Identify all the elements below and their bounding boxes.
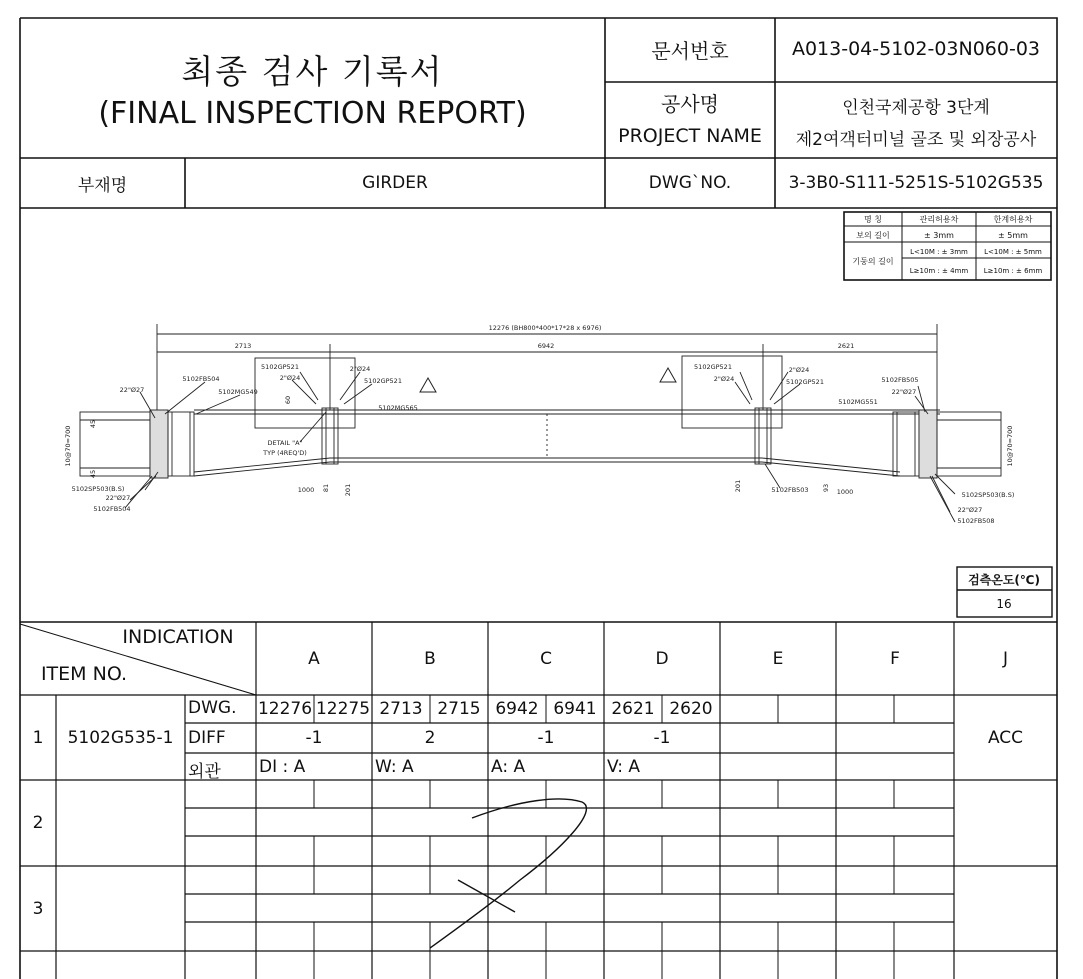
col-header-d: D	[655, 648, 669, 669]
doc-no-value: A013-04-5102-03N060-03	[791, 38, 1041, 60]
detail-sub: TYP (4REQ'D)	[263, 449, 307, 457]
side-dim-right: 10@70=700	[1006, 425, 1014, 467]
dwg-cell-d1: 2621	[611, 699, 655, 719]
small-dim-4: 93	[822, 483, 830, 493]
tag-left-10: 5102FB504	[93, 505, 131, 513]
indication-header: INDICATION	[122, 626, 234, 648]
tol-r2a-a: L<10M : ± 3mm	[910, 248, 968, 256]
tag-right-10: 5102FB508	[957, 517, 995, 525]
small-dim-2: 201	[344, 483, 352, 497]
appearance-cell-c: A: A	[491, 757, 526, 777]
dim-left: 2713	[234, 342, 252, 350]
col-header-e: E	[772, 648, 784, 669]
dwg-cell-b2: 2715	[437, 699, 481, 719]
tol-r2b-b: L≥10m : ± 6mm	[983, 267, 1043, 275]
project-value-line2: 제2여객터미널 골조 및 외장공사	[795, 129, 1037, 150]
tol-r2-label: 기둥의 길이	[852, 257, 894, 266]
dwg-label: DWG`NO.	[648, 173, 732, 193]
title-korean: 최종 검사 기록서	[181, 51, 444, 91]
side-dim-60: 60	[284, 395, 292, 405]
row3-number: 3	[32, 898, 44, 919]
col-header-f: F	[890, 648, 900, 669]
side-dim-left: 10@70=700	[64, 425, 72, 467]
col-header-j: J	[1002, 648, 1008, 669]
tol-r1-label: 보의 길이	[856, 231, 890, 240]
project-label-en: PROJECT NAME	[618, 125, 762, 147]
tag-right-4: 5102FB505	[881, 376, 919, 384]
row1-diff-label: DIFF	[188, 728, 226, 748]
side-dim-45a: 45	[89, 419, 97, 429]
dwg-cell-b1: 2713	[379, 699, 423, 719]
appearance-cell-d: V: A	[607, 757, 641, 777]
revision-marks	[420, 368, 676, 392]
project-label-ko: 공사명	[661, 91, 719, 116]
tag-right-6: 5102MG551	[838, 398, 878, 406]
tol-r2b-a: L≥10m : ± 4mm	[909, 267, 969, 275]
detail-label: DETAIL "A"	[267, 439, 303, 447]
tag-right-2: 2"Ø24	[788, 366, 810, 374]
item-no-header: ITEM NO.	[40, 663, 128, 685]
member-value: GIRDER	[362, 173, 428, 193]
doc-no-label: 문서번호	[651, 38, 729, 63]
tag-left-9: 22"Ø27	[105, 494, 131, 502]
tag-left-3: 5102GP521	[261, 363, 299, 371]
dim-mid: 6942	[537, 342, 555, 350]
small-dim-5: 1000	[836, 488, 854, 496]
tag-left-7: 5102MG565	[378, 404, 418, 412]
col-header-a: A	[308, 648, 320, 669]
small-dim-1: 81	[322, 483, 330, 493]
tag-left-6: 5102GP521	[364, 377, 402, 385]
tol-r1-a: ± 3mm	[924, 231, 954, 240]
diff-cell-d: -1	[653, 728, 671, 748]
dwg-value: 3-3B0-S111-5251S-5102G535	[788, 173, 1044, 193]
tol-header-2: 관리허용차	[919, 215, 959, 224]
tag-right-8: 5102SP503(B.S)	[961, 491, 1015, 499]
void-strike-mark	[430, 799, 586, 948]
tag-right-0: 5102GP521	[694, 363, 732, 371]
dim-overall: 12276 (BH800*400*17*28 x 6976)	[488, 324, 602, 332]
col-header-c: C	[540, 648, 552, 669]
tol-r2a-b: L<10M : ± 5mm	[984, 248, 1042, 256]
temperature-value: 16	[996, 597, 1012, 611]
tol-header-1: 명 칭	[864, 215, 882, 224]
tag-left-4: 2"Ø24	[279, 374, 301, 382]
row1-appearance-label: 외관	[188, 762, 221, 782]
diff-cell-b: 2	[424, 728, 436, 748]
drawing-labels	[64, 324, 1014, 525]
project-value-line1: 인천국제공항 3단계	[842, 97, 990, 118]
row2-number: 2	[32, 813, 44, 833]
row1-item: 5102G535-1	[67, 727, 174, 748]
title-english: (FINAL INSPECTION REPORT)	[98, 95, 527, 131]
dwg-cell-a2: 12275	[315, 699, 371, 719]
dwg-cell-c1: 6942	[495, 699, 539, 719]
tol-header-3: 한계허용차	[993, 215, 1033, 224]
tag-right-9: 22"Ø27	[957, 506, 983, 514]
appearance-cell-a: DI : A	[259, 757, 306, 777]
tol-r1-b: ± 5mm	[998, 231, 1028, 240]
dwg-cell-c2: 6941	[553, 699, 597, 719]
tag-right-1: 2"Ø24	[713, 375, 735, 383]
tag-left-5: 2"Ø24	[349, 365, 371, 373]
tag-right-5: 22"Ø27	[891, 388, 917, 396]
col-header-b: B	[424, 648, 436, 669]
small-dim-3: 201	[734, 479, 742, 493]
tag-right-3: 5102GP521	[786, 378, 824, 386]
diff-cell-c: -1	[537, 728, 555, 748]
tag-left-2: 22"Ø27	[119, 386, 145, 394]
row1-result: ACC	[987, 727, 1024, 748]
tag-left-1: 5102MG549	[218, 388, 258, 396]
small-dim-0: 1000	[297, 486, 315, 494]
girder-drawing	[80, 324, 1001, 522]
row1-dwg-label: DWG.	[188, 698, 237, 718]
row1-number: 1	[32, 727, 44, 748]
member-label: 부재명	[77, 175, 128, 196]
dim-right: 2621	[837, 342, 855, 350]
dwg-cell-d2: 2620	[669, 699, 713, 719]
temperature-label: 검측온도(℃)	[968, 573, 1040, 587]
tolerance-table-text	[852, 214, 1042, 275]
tag-left-0: 5102FB504	[182, 375, 220, 383]
side-dim-45b: 45	[89, 469, 97, 479]
tag-left-8: 5102SP503(B.S)	[71, 485, 125, 493]
dwg-cell-a1: 12276	[257, 699, 313, 719]
tag-right-7: 5102FB503	[771, 486, 809, 494]
diff-cell-a: -1	[305, 728, 323, 748]
appearance-cell-b: W: A	[375, 757, 414, 777]
